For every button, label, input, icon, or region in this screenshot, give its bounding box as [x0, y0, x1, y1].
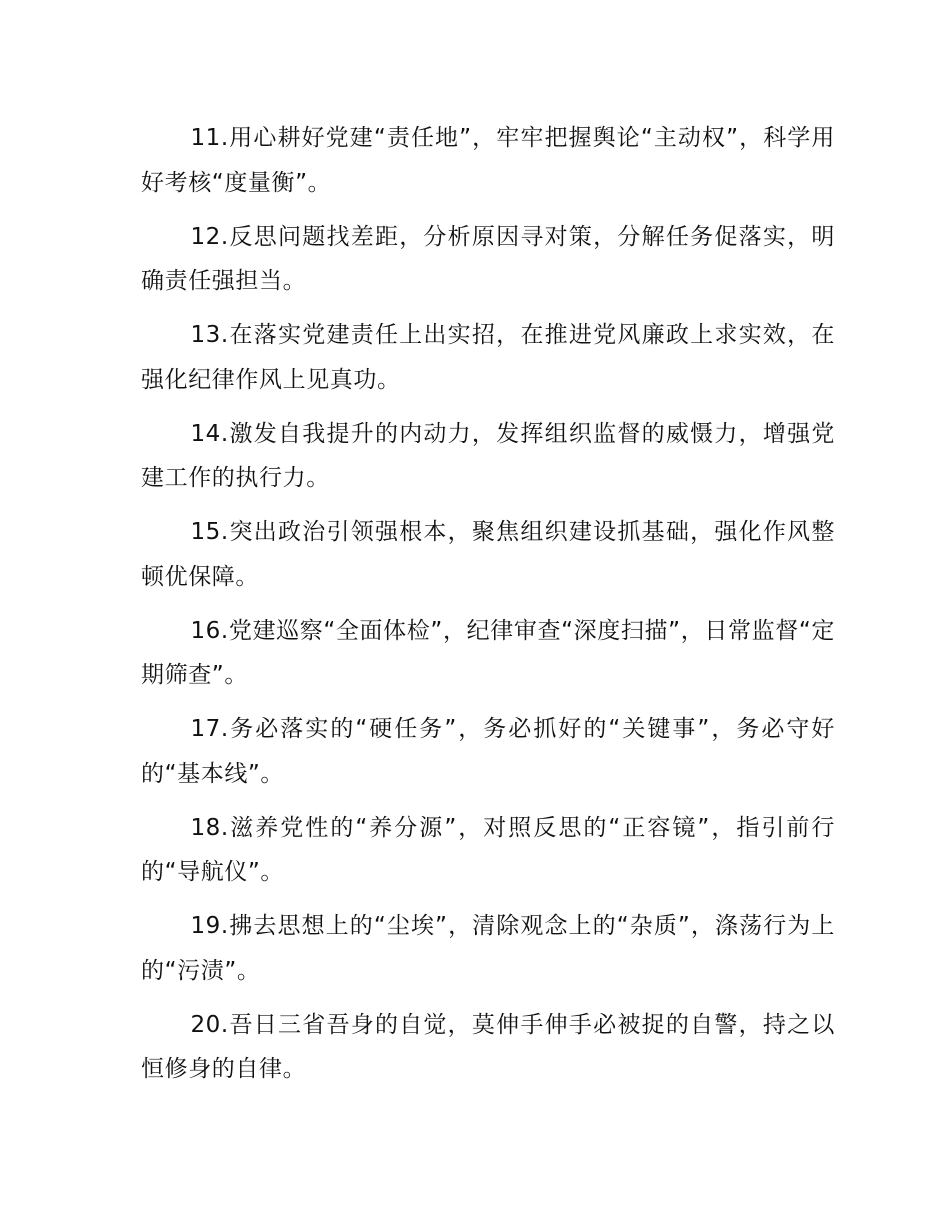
paragraph-17: 17.务必落实的“硬任务”，务必抓好的“关键事”，务必守好的“基本线”。	[141, 716, 835, 787]
paragraph-11: 11.用心耕好党建“责任地”，牢牢把握舆论“主动权”，科学用好考核“度量衡”。	[141, 125, 835, 196]
paragraph-15: 15.突出政治引领强根本，聚焦组织建设抓基础，强化作风整顿优保障。	[141, 519, 835, 590]
paragraph-14: 14.激发自我提升的内动力，发挥组织监督的威慑力，增强党建工作的执行力。	[141, 420, 835, 491]
paragraph-18: 18.滋养党性的“养分源”，对照反思的“正容镜”，指引前行的“导航仪”。	[141, 814, 835, 885]
paragraph-12: 12.反思问题找差距，分析原因寻对策，分解任务促落实，明确责任强担当。	[141, 223, 835, 294]
paragraph-20: 20.吾日三省吾身的自觉，莫伸手伸手必被捉的自警，持之以恒修身的自律。	[141, 1011, 835, 1082]
paragraph-13: 13.在落实党建责任上出实招，在推进党风廉政上求实效，在强化纪律作风上见真功。	[141, 322, 835, 393]
paragraph-19: 19.拂去思想上的“尘埃”，清除观念上的“杂质”，涤荡行为上的“污渍”。	[141, 913, 835, 984]
paragraph-16: 16.党建巡察“全面体检”，纪律审查“深度扫描”，日常监督“定期筛查”。	[141, 617, 835, 688]
document-body	[141, 116, 835, 1101]
